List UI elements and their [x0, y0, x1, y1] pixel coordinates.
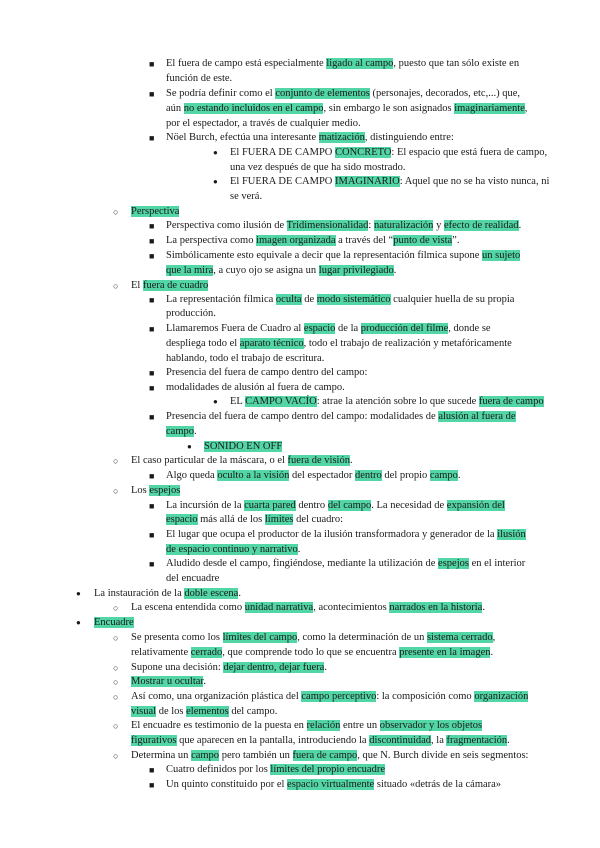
text-line — [166, 87, 520, 101]
text-run: más allá de los — [197, 514, 265, 525]
highlighted-text: fragmentación — [446, 735, 508, 746]
highlighted-text: alusión al fuera de — [438, 411, 516, 422]
highlighted-text: campo perceptivo — [301, 691, 377, 702]
text-line — [166, 102, 527, 116]
text-run: y — [433, 220, 444, 231]
highlighted-text: espacio — [303, 323, 336, 334]
text-run: Perspectiva como ilusión de — [166, 220, 287, 231]
highlighted-text: relación — [306, 720, 341, 731]
text-line — [131, 675, 206, 689]
text-run: , que N. Burch divide en seis segmentos: — [357, 750, 529, 761]
disc-bullet-icon: ● — [187, 442, 192, 451]
highlighted-text: fuera de campo — [292, 750, 358, 761]
circle-bullet-icon: ○ — [113, 751, 119, 761]
text-run: de la — [335, 323, 361, 334]
text-run: El caso particular de la máscara, o el — [131, 455, 288, 466]
highlighted-text: aparato técnico — [239, 338, 304, 349]
disc-bullet-icon: ● — [213, 177, 218, 186]
text-run: del espectador — [289, 470, 355, 481]
text-line — [131, 454, 353, 468]
text-line — [166, 337, 512, 351]
text-line — [131, 705, 277, 719]
highlighted-text: observador y los objetos — [379, 720, 483, 731]
text-line — [131, 661, 327, 675]
text-run: se verá. — [230, 191, 263, 202]
text-run: del campo. — [228, 706, 278, 717]
text-run: en el interior — [468, 558, 526, 569]
text-run: Cuatro definidos por los — [166, 764, 271, 775]
highlighted-text: cuarta pared — [244, 500, 296, 511]
text-run: relativamente — [131, 647, 191, 658]
highlighted-text: Perspectiva — [131, 206, 180, 217]
text-line — [166, 381, 345, 395]
highlighted-text: un sujeto — [482, 250, 521, 261]
highlighted-text: fuera de campo — [478, 396, 544, 407]
highlighted-text: Encuadre — [94, 617, 134, 628]
text-run: situado «detrás de la cámara» — [374, 779, 502, 790]
text-run: Llamaremos Fuera de Cuadro al — [166, 323, 304, 334]
circle-bullet-icon: ○ — [113, 281, 119, 291]
text-run: : atrae la atención sobre lo que sucede — [316, 396, 479, 407]
square-bullet-icon: ■ — [149, 251, 155, 261]
highlighted-text: figurativos — [131, 735, 177, 746]
text-run: Determina un — [131, 750, 192, 761]
text-line — [204, 440, 282, 454]
text-run: La instauración de la — [94, 588, 185, 599]
square-bullet-icon: ■ — [149, 368, 155, 378]
text-line — [166, 778, 501, 792]
text-line — [166, 322, 491, 336]
highlighted-text: espacio — [166, 514, 198, 525]
highlighted-text: narrados en la historia — [389, 602, 483, 613]
text-run: : Aquel que no se ha visto nunca, ni — [399, 176, 550, 187]
text-line — [131, 719, 482, 733]
highlighted-text: producción del filme — [360, 323, 449, 334]
highlighted-text: límites del campo — [222, 632, 298, 643]
text-run: de los — [156, 706, 187, 717]
text-run: . — [490, 647, 494, 658]
square-bullet-icon: ■ — [149, 383, 155, 393]
text-line — [166, 72, 232, 86]
highlighted-text: dentro — [354, 470, 382, 481]
text-run: , a cuyo ojo se asigna un — [213, 265, 319, 276]
text-run: , — [492, 632, 496, 643]
text-run: . — [393, 265, 397, 276]
text-run: El FUERA DE CAMPO — [230, 147, 336, 158]
text-line — [131, 484, 180, 498]
text-line — [166, 366, 367, 380]
highlighted-text: sistema cerrado — [426, 632, 493, 643]
square-bullet-icon: ■ — [149, 59, 155, 69]
text-run: , la — [431, 735, 447, 746]
text-run: Los — [131, 485, 150, 496]
highlighted-text: espejos — [438, 558, 469, 569]
highlighted-text: CONCRETO — [335, 147, 392, 158]
text-run: a través del “ — [335, 235, 394, 246]
text-line — [131, 279, 208, 293]
text-run: . — [349, 455, 353, 466]
text-line — [131, 734, 510, 748]
text-line — [94, 616, 134, 630]
highlighted-text: conjunto de elementos — [275, 88, 370, 99]
text-run: La escena entendida como — [131, 602, 245, 613]
highlighted-text: fuera de visión — [287, 455, 350, 466]
text-line — [166, 425, 197, 439]
text-run: . — [482, 602, 485, 613]
highlighted-text: doble escena — [184, 588, 239, 599]
circle-bullet-icon: ○ — [113, 633, 119, 643]
highlighted-text: expansión del — [446, 500, 505, 511]
circle-bullet-icon: ○ — [113, 603, 119, 613]
text-run: por el espectador, a través de cualquier medio. — [166, 118, 361, 129]
highlighted-text: IMAGINARIO — [335, 176, 400, 187]
text-run: , sin embargo le son asignados — [323, 103, 455, 114]
text-run: , — [524, 103, 528, 114]
text-run: (personajes, decorados, etc,...) que, — [369, 88, 520, 99]
highlighted-text: CAMPO VACÍO — [245, 396, 317, 407]
highlighted-text: organización — [474, 691, 529, 702]
text-run: : la composición como — [376, 691, 475, 702]
circle-bullet-icon: ○ — [113, 677, 119, 687]
square-bullet-icon: ■ — [149, 221, 155, 231]
highlighted-text: campo — [191, 750, 220, 761]
text-run: despliega todo el — [166, 338, 240, 349]
text-run: Se podría definir como el — [166, 88, 276, 99]
text-line — [131, 631, 495, 645]
text-run: El encuadre es testimonio de la puesta en — [131, 720, 307, 731]
text-run: Presencia del fuera de campo dentro del campo: — [166, 367, 368, 378]
highlighted-text: espacio virtualmente — [287, 779, 375, 790]
text-run: La representación fílmica — [166, 294, 276, 305]
highlighted-text: del campo — [327, 500, 372, 511]
square-bullet-icon: ■ — [149, 236, 155, 246]
text-run: pero también un — [219, 750, 293, 761]
square-bullet-icon: ■ — [149, 501, 155, 511]
text-run: Nöel Burch, efectúa una interesante — [166, 132, 319, 143]
text-run: , puesto que tan sólo existe en — [393, 58, 520, 69]
text-run: Aludido desde el campo, fingiéndose, mediante la utilización de — [166, 558, 439, 569]
highlighted-text: elementos — [186, 706, 229, 717]
highlighted-text: efecto de realidad — [443, 220, 519, 231]
circle-bullet-icon: ○ — [113, 692, 119, 702]
text-run: del cuadro: — [293, 514, 344, 525]
text-run: , como la determinación de un — [297, 632, 427, 643]
text-run: función de este. — [166, 73, 233, 84]
highlighted-text: límites del propio encuadre — [270, 764, 385, 775]
text-run: una vez después de que ha sido mostrado. — [230, 162, 406, 173]
highlighted-text: presente en la imagen — [399, 647, 491, 658]
text-line — [166, 763, 385, 777]
square-bullet-icon: ■ — [149, 559, 155, 569]
text-run: Un quinto constituido por el — [166, 779, 288, 790]
text-line — [166, 528, 526, 542]
text-run: EL — [230, 396, 246, 407]
text-run: . — [194, 426, 197, 437]
highlighted-text: imagen organizada — [256, 235, 336, 246]
highlighted-text: naturalización — [373, 220, 434, 231]
highlighted-text: oculta — [275, 294, 302, 305]
text-run: hablando, todo el trabajo de escritura. — [166, 353, 325, 364]
circle-bullet-icon: ○ — [113, 721, 119, 731]
circle-bullet-icon: ○ — [113, 663, 119, 673]
text-line — [166, 219, 521, 233]
text-run: producción. — [166, 308, 216, 319]
square-bullet-icon: ■ — [149, 89, 155, 99]
text-line — [166, 543, 300, 557]
square-bullet-icon: ■ — [149, 765, 155, 775]
highlighted-text: fuera de cuadro — [142, 280, 209, 291]
text-run: cualquier huella de su propia — [390, 294, 515, 305]
text-run: . — [203, 676, 206, 687]
highlighted-text: ligado al campo — [326, 58, 394, 69]
text-run: del propio — [381, 470, 430, 481]
text-run: . — [507, 735, 510, 746]
text-run: : — [368, 220, 374, 231]
highlighted-text: SONIDO EN OFF — [204, 441, 283, 452]
text-line — [166, 352, 324, 366]
text-run: Se presenta como los — [131, 632, 223, 643]
square-bullet-icon: ■ — [149, 324, 155, 334]
highlighted-text: campo — [429, 470, 458, 481]
square-bullet-icon: ■ — [149, 530, 155, 540]
highlighted-text: cerrado — [190, 647, 223, 658]
highlighted-text: visual — [131, 706, 157, 717]
square-bullet-icon: ■ — [149, 295, 155, 305]
highlighted-text: discontinuidad — [369, 735, 432, 746]
text-line — [166, 469, 461, 483]
text-line — [131, 749, 528, 763]
highlighted-text: campo — [166, 426, 194, 437]
text-run: , donde se — [448, 323, 491, 334]
text-line — [166, 131, 454, 145]
text-line — [166, 557, 525, 571]
highlighted-text: que la mira — [166, 265, 214, 276]
text-line — [166, 572, 219, 586]
disc-bullet-icon: ● — [76, 618, 81, 627]
text-line — [166, 513, 343, 527]
circle-bullet-icon: ○ — [113, 456, 119, 466]
highlighted-text: de espacio continuo y narrativo — [166, 544, 298, 555]
text-line — [131, 646, 493, 660]
highlighted-text: límites — [264, 514, 294, 525]
highlighted-text: dejar dentro, dejar fuera — [223, 662, 325, 673]
highlighted-text: modo sistemático — [316, 294, 391, 305]
text-run: El FUERA DE CAMPO — [230, 176, 336, 187]
highlighted-text: oculto a la visión — [217, 470, 290, 481]
text-line — [131, 601, 485, 615]
text-line — [166, 499, 505, 513]
text-run: , distinguiendo entre: — [364, 132, 454, 143]
text-line — [131, 205, 179, 219]
text-line — [230, 161, 406, 175]
text-run: . — [324, 662, 327, 673]
highlighted-text: Mostrar u ocultar — [131, 676, 204, 687]
circle-bullet-icon: ○ — [113, 207, 119, 217]
text-line — [166, 117, 361, 131]
disc-bullet-icon: ● — [213, 397, 218, 406]
text-line — [230, 190, 262, 204]
text-run: . — [238, 588, 241, 599]
text-line — [166, 293, 514, 307]
text-line — [131, 690, 528, 704]
highlighted-text: Tridimensionalidad — [286, 220, 369, 231]
text-line — [94, 587, 241, 601]
square-bullet-icon: ■ — [149, 133, 155, 143]
text-run: , que comprende todo lo que se encuentra — [222, 647, 400, 658]
text-run: del encuadre — [166, 573, 220, 584]
highlighted-text: matización — [318, 132, 365, 143]
text-line — [166, 307, 216, 321]
square-bullet-icon: ■ — [149, 471, 155, 481]
square-bullet-icon: ■ — [149, 780, 155, 790]
square-bullet-icon: ■ — [149, 412, 155, 422]
text-run: El lugar que ocupa el productor de la ilusión transformadora y generador de la — [166, 529, 498, 540]
text-line — [166, 249, 520, 263]
text-run: entre un — [340, 720, 380, 731]
highlighted-text: imaginariamente — [454, 103, 525, 114]
text-run: de — [301, 294, 317, 305]
disc-bullet-icon: ● — [76, 589, 81, 598]
text-line — [166, 57, 519, 71]
text-line — [166, 234, 459, 248]
text-run: dentro — [295, 500, 328, 511]
text-run: . — [457, 470, 461, 481]
text-run: : El espacio que está fuera de campo, — [391, 147, 548, 158]
text-run: Algo queda — [166, 470, 218, 481]
disc-bullet-icon: ● — [213, 148, 218, 157]
text-run: . — [297, 544, 301, 555]
text-run: La perspectiva como — [166, 235, 257, 246]
text-run: modalidades de alusión al fuera de campo. — [166, 382, 345, 393]
text-run: . — [518, 220, 522, 231]
highlighted-text: no estando incluidos en el campo — [183, 103, 324, 114]
text-run: . La necesidad de — [371, 500, 447, 511]
highlighted-text: espejos — [149, 485, 181, 496]
highlighted-text: ilusión — [497, 529, 526, 540]
text-run: , acontecimientos — [313, 602, 390, 613]
text-line — [230, 146, 547, 160]
text-run: El fuera de campo está especialmente — [166, 58, 327, 69]
text-run: , todo el trabajo de realización y metafóricamente — [303, 338, 512, 349]
highlighted-text: unidad narrativa — [244, 602, 314, 613]
highlighted-text: lugar privilegiado — [318, 265, 394, 276]
text-run: Presencia del fuera de campo dentro del campo: modalidades de — [166, 411, 439, 422]
circle-bullet-icon: ○ — [113, 486, 119, 496]
text-run: aún — [166, 103, 184, 114]
text-run: Supone una decisión: — [131, 662, 224, 673]
text-run: El — [131, 280, 143, 291]
text-run: que aparecen en la pantalla, introduciendo la — [176, 735, 370, 746]
text-run: La incursión de la — [166, 500, 245, 511]
text-line — [230, 395, 544, 409]
text-run: Así como, una organización plástica del — [131, 691, 302, 702]
text-line — [166, 264, 396, 278]
highlighted-text: punto de vista — [393, 235, 453, 246]
text-line — [166, 410, 516, 424]
text-line — [230, 175, 549, 189]
text-run: ”. — [452, 235, 460, 246]
text-run: Simbólicamente esto equivale a decir que la representación fílmica supone — [166, 250, 483, 261]
